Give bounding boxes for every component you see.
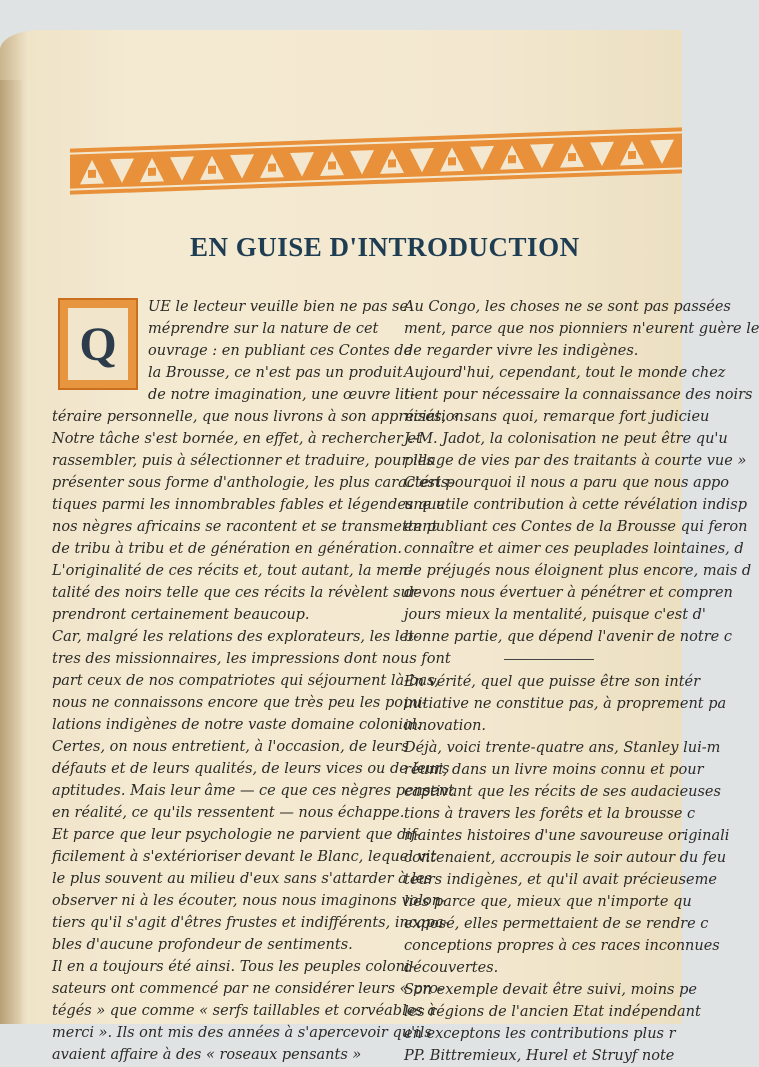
text-line: tres des missionnaires, les impressions dont nous font [52, 651, 451, 667]
text-line: L'originalité de ces récits et, tout autant, la men- [52, 563, 413, 579]
text-line: réuni, dans un livre moins connu et pour [404, 762, 704, 778]
text-line: innovation. [404, 718, 487, 734]
text-line: tégés » que comme « serfs taillables et corvéables à [52, 1003, 436, 1019]
text-line: jours mieux la mentalité, puisque c'est d' [404, 607, 706, 623]
text-line: en réalité, ce qu'ils ressentent — nous échappe. [52, 805, 405, 821]
text-line: lies parce que, mieux que n'importe qu [404, 894, 692, 910]
text-line: de notre imagination, une œuvre lit- [148, 387, 416, 403]
text-line: Aujourd'hui, cependant, tout le monde chez [404, 365, 726, 381]
text-line: tions à travers les forêts et la brousse c [404, 806, 696, 822]
text-line: UE le lecteur veuille bien ne pas se [148, 299, 409, 315]
text-line: prendront certainement beaucoup. [52, 607, 310, 623]
text-line: tient pour nécessaire la connaissance des noirs [404, 387, 753, 403]
text-line: ouvrage : en publiant ces Contes de [148, 343, 413, 359]
text-line: nous ne connaissons encore que très peu les popu- [52, 695, 427, 711]
text-line: Et parce que leur psychologie ne parvient que dif- [52, 827, 421, 843]
text-line: méprendre sur la nature de cet [148, 321, 379, 337]
text-line: pillage de vies par des traitants à courte vue » [404, 453, 747, 469]
text-line: merci ». Ils ont mis des années à s'apercevoir qu'ils [52, 1025, 432, 1041]
text-line: le plus souvent au milieu d'eux sans s'attarder à les [52, 871, 433, 887]
text-line: sateurs ont commencé par ne considérer leurs « pro- [52, 981, 443, 997]
text-line: talité des noirs telle que ces récits la révèlent sur- [52, 585, 422, 601]
text-line: téraire personnelle, que nous livrons à son appréciation. [52, 409, 469, 425]
text-line: rassembler, puis à sélectionner et traduire, pour les [52, 453, 434, 469]
text-line: C'est pourquoi il nous a paru que nous appo [404, 475, 730, 491]
text-line: la Brousse, ce n'est pas un produit [148, 365, 403, 381]
text-line: captivant que les récits de ses audacieuses [404, 784, 721, 800]
text-line: bles d'aucune profondeur de sentiments. [52, 937, 353, 953]
text-line: découvertes. [404, 960, 499, 976]
drop-cap-letter: Q [79, 317, 117, 371]
text-line: les régions de l'ancien Etat indépendant [404, 1004, 701, 1020]
text-line: en publiant ces Contes de la Brousse qui feron [404, 519, 748, 535]
text-line: tiques parmi les innombrables fables et légendes que [52, 497, 446, 513]
page-title: EN GUISE D'INTRODUCTION [190, 232, 580, 262]
text-line: Il en a toujours été ainsi. Tous les peuples coloni- [52, 959, 415, 975]
text-line: En vérité, quel que puisse être son intér [404, 674, 701, 690]
text-line: J.-M. Jadot, la colonisation ne peut être qu'u [404, 431, 728, 447]
text-line: défauts et de leurs qualités, de leurs vices ou de leurs [52, 761, 450, 777]
text-line: une utile contribution à cette révélation indisp [404, 497, 747, 513]
text-line: maintes histoires d'une savoureuse originali [404, 828, 730, 844]
text-line: nos nègres africains se racontent et se transmettent [52, 519, 438, 535]
text-line: nisés, « sans quoi, remarque fort judicieu [404, 409, 710, 425]
text-line: Car, malgré les relations des explorateurs, les let- [52, 629, 419, 645]
text-line: de regarder vivre les indigènes. [404, 343, 639, 359]
text-line: Notre tâche s'est bornée, en effet, à rechercher et [52, 431, 422, 447]
text-line: lations indigènes de notre vaste domaine colonial. [52, 717, 422, 733]
text-line: de préjugés nous éloignent plus encore, mais d [404, 563, 752, 579]
text-line: aptitudes. Mais leur âme — ce que ces nègres pensent [52, 783, 455, 799]
text-line: de tribu à tribu et de génération en génération. [52, 541, 402, 557]
text-line: tiers qu'il s'agit d'êtres frustes et indifférents, incapa- [52, 915, 449, 931]
text-line: ment, parce que nos pionniers n'eurent guère le [404, 321, 759, 337]
text-line: Son exemple devait être suivi, moins pe [404, 982, 697, 998]
text-line: bonne partie, que dépend l'avenir de notre c [404, 629, 732, 645]
text-line: devons nous évertuer à pénétrer et compren [404, 585, 733, 601]
text-line: ficilement à s'extérioriser devant le Blanc, lequel vit [52, 849, 437, 865]
text-line: Certes, on nous entretient, à l'occasion, de leurs [52, 739, 409, 755]
text-line: exposé, elles permettaient de se rendre c [404, 916, 709, 932]
text-line: part ceux de nos compatriotes qui séjournent là-bas, [52, 673, 440, 689]
text-line: Au Congo, les choses ne se sont pas passées [404, 299, 731, 315]
section-divider [504, 659, 594, 660]
text-line: contenaient, accroupis le soir autour du feu [404, 850, 727, 866]
text-line: en exceptons les contributions plus r [404, 1026, 676, 1042]
text-line: initiative ne constitue pas, à proprement pa [404, 696, 727, 712]
text-line: conceptions propres à ces races inconnues [404, 938, 720, 954]
text-line: Déjà, voici trente-quatre ans, Stanley lui-m [404, 740, 721, 756]
text-line: avaient affaire à des « roseaux pensants » [52, 1047, 362, 1063]
text-line: présenter sous forme d'anthologie, les plus caractéris- [52, 475, 454, 491]
text-line: teurs indigènes, et qu'il avait précieuseme [404, 872, 717, 888]
book-gutter [0, 80, 22, 1024]
text-line: observer ni à les écouter, nous nous imaginons volon- [52, 893, 446, 909]
text-line: PP. Bittremieux, Hurel et Struyf note [404, 1048, 675, 1064]
text-line: connaître et aimer ces peuplades lointaines, d [404, 541, 744, 557]
right-column [404, 296, 759, 1067]
